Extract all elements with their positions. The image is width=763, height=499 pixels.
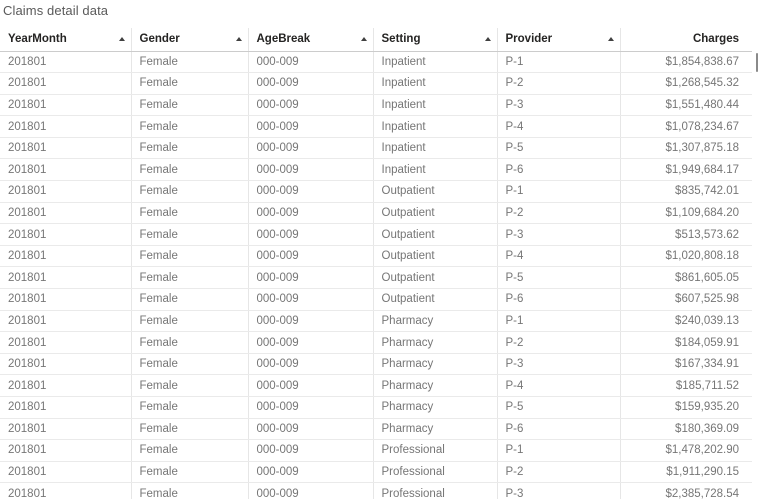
table-row[interactable] [0, 51, 752, 73]
cell-setting: Inpatient [373, 116, 497, 138]
column-header-inner [625, 28, 740, 51]
cell-charges: $1,109,684.20 [620, 202, 752, 224]
cell-gender: Female [131, 224, 248, 246]
column-header-inner [257, 28, 373, 51]
table-row[interactable] [0, 245, 752, 267]
cell-agebreak: 000-009 [248, 440, 373, 462]
cell-gender: Female [131, 137, 248, 159]
cell-provider: P-1 [497, 310, 620, 332]
cell-setting: Outpatient [373, 224, 497, 246]
cell-agebreak: 000-009 [248, 224, 373, 246]
cell-provider: P-4 [497, 245, 620, 267]
sort-ascending-icon[interactable] [608, 37, 614, 41]
table-row[interactable] [0, 224, 752, 246]
column-header-charges[interactable] [620, 28, 752, 51]
cell-charges: $607,525.98 [620, 289, 752, 311]
cell-setting: Pharmacy [373, 353, 497, 375]
cell-charges: $159,935.20 [620, 397, 752, 419]
cell-agebreak: 000-009 [248, 397, 373, 419]
page-title: Claims detail data [3, 3, 109, 18]
cell-agebreak: 000-009 [248, 289, 373, 311]
cell-provider: P-3 [497, 483, 620, 499]
cell-provider: P-6 [497, 418, 620, 440]
cell-setting: Outpatient [373, 202, 497, 224]
cell-gender: Female [131, 116, 248, 138]
cell-charges: $2,385,728.54 [620, 483, 752, 499]
cell-charges: $184,059.91 [620, 332, 752, 354]
cell-yearmonth: 201801 [0, 332, 131, 354]
cell-provider: P-4 [497, 116, 620, 138]
table-row[interactable] [0, 137, 752, 159]
cell-yearmonth: 201801 [0, 440, 131, 462]
cell-charges: $861,605.05 [620, 267, 752, 289]
column-header-label: Provider [505, 33, 553, 46]
column-header-inner [506, 28, 620, 51]
table-header-row [0, 28, 752, 51]
cell-gender: Female [131, 267, 248, 289]
cell-charges: $185,711.52 [620, 375, 752, 397]
cell-yearmonth: 201801 [0, 181, 131, 203]
cell-yearmonth: 201801 [0, 267, 131, 289]
cell-agebreak: 000-009 [248, 245, 373, 267]
cell-yearmonth: 201801 [0, 137, 131, 159]
cell-yearmonth: 201801 [0, 397, 131, 419]
cell-agebreak: 000-009 [248, 353, 373, 375]
cell-charges: $180,369.09 [620, 418, 752, 440]
cell-agebreak: 000-009 [248, 375, 373, 397]
cell-gender: Female [131, 202, 248, 224]
cell-provider: P-4 [497, 375, 620, 397]
cell-provider: P-2 [497, 202, 620, 224]
cell-charges: $167,334.91 [620, 353, 752, 375]
column-header-provider[interactable] [497, 28, 620, 51]
cell-setting: Pharmacy [373, 332, 497, 354]
cell-gender: Female [131, 418, 248, 440]
table-body [0, 51, 752, 499]
cell-provider: P-1 [497, 51, 620, 73]
cell-gender: Female [131, 159, 248, 181]
cell-gender: Female [131, 51, 248, 73]
cell-provider: P-3 [497, 94, 620, 116]
table-row[interactable] [0, 353, 752, 375]
cell-agebreak: 000-009 [248, 116, 373, 138]
cell-charges: $1,268,545.32 [620, 73, 752, 95]
cell-agebreak: 000-009 [248, 483, 373, 499]
table-row[interactable] [0, 267, 752, 289]
column-header-agebreak[interactable] [248, 28, 373, 51]
cell-yearmonth: 201801 [0, 202, 131, 224]
cell-yearmonth: 201801 [0, 245, 131, 267]
table-row[interactable] [0, 461, 752, 483]
sort-ascending-icon[interactable] [236, 37, 242, 41]
table-row[interactable] [0, 181, 752, 203]
sort-ascending-icon[interactable] [361, 37, 367, 41]
vertical-scrollbar[interactable] [752, 51, 763, 499]
cell-provider: P-2 [497, 461, 620, 483]
cell-provider: P-1 [497, 440, 620, 462]
column-header-inner [140, 28, 248, 51]
cell-setting: Outpatient [373, 289, 497, 311]
table-row[interactable] [0, 375, 752, 397]
column-header-label: Charges [692, 33, 739, 46]
cell-setting: Professional [373, 440, 497, 462]
table-row[interactable] [0, 310, 752, 332]
table-row[interactable] [0, 332, 752, 354]
sort-ascending-icon[interactable] [119, 37, 125, 41]
cell-gender: Female [131, 461, 248, 483]
cell-gender: Female [131, 483, 248, 499]
table-row[interactable] [0, 94, 752, 116]
column-header-label: YearMonth [8, 33, 67, 46]
cell-agebreak: 000-009 [248, 202, 373, 224]
cell-yearmonth: 201801 [0, 483, 131, 499]
cell-charges: $1,949,684.17 [620, 159, 752, 181]
cell-gender: Female [131, 397, 248, 419]
column-header-label: Gender [139, 33, 180, 46]
cell-setting: Pharmacy [373, 375, 497, 397]
cell-provider: P-5 [497, 397, 620, 419]
cell-provider: P-3 [497, 224, 620, 246]
cell-charges: $1,307,875.18 [620, 137, 752, 159]
cell-setting: Outpatient [373, 245, 497, 267]
column-header-inner [8, 28, 131, 51]
cell-gender: Female [131, 245, 248, 267]
cell-provider: P-5 [497, 137, 620, 159]
cell-yearmonth: 201801 [0, 224, 131, 246]
table-header [0, 28, 752, 51]
sort-ascending-icon[interactable] [485, 37, 491, 41]
cell-charges: $1,854,838.67 [620, 51, 752, 73]
cell-agebreak: 000-009 [248, 159, 373, 181]
table-row[interactable] [0, 202, 752, 224]
cell-charges: $513,573.62 [620, 224, 752, 246]
cell-agebreak: 000-009 [248, 73, 373, 95]
cell-agebreak: 000-009 [248, 137, 373, 159]
table-row[interactable] [0, 483, 752, 499]
cell-provider: P-5 [497, 267, 620, 289]
cell-agebreak: 000-009 [248, 51, 373, 73]
cell-yearmonth: 201801 [0, 289, 131, 311]
table-row[interactable] [0, 73, 752, 95]
cell-yearmonth: 201801 [0, 461, 131, 483]
cell-charges: $240,039.13 [620, 310, 752, 332]
cell-gender: Female [131, 289, 248, 311]
table-row[interactable] [0, 116, 752, 138]
cell-setting: Pharmacy [373, 310, 497, 332]
table-row[interactable] [0, 440, 752, 462]
cell-agebreak: 000-009 [248, 332, 373, 354]
cell-setting: Inpatient [373, 159, 497, 181]
cell-agebreak: 000-009 [248, 310, 373, 332]
cell-charges: $1,478,202.90 [620, 440, 752, 462]
column-header-label: Setting [381, 33, 421, 46]
cell-setting: Inpatient [373, 51, 497, 73]
cell-charges: $1,911,290.15 [620, 461, 752, 483]
cell-yearmonth: 201801 [0, 375, 131, 397]
column-header-gender[interactable] [131, 28, 248, 51]
table-row[interactable] [0, 159, 752, 181]
cell-yearmonth: 201801 [0, 116, 131, 138]
cell-agebreak: 000-009 [248, 267, 373, 289]
cell-setting: Outpatient [373, 181, 497, 203]
cell-gender: Female [131, 332, 248, 354]
table-row[interactable] [0, 289, 752, 311]
cell-yearmonth: 201801 [0, 51, 131, 73]
cell-charges: $1,078,234.67 [620, 116, 752, 138]
column-header-yearmonth[interactable] [0, 28, 131, 51]
cell-setting: Inpatient [373, 94, 497, 116]
cell-gender: Female [131, 181, 248, 203]
cell-setting: Professional [373, 483, 497, 499]
cell-gender: Female [131, 73, 248, 95]
column-header-inner [382, 28, 497, 51]
cell-gender: Female [131, 94, 248, 116]
column-header-setting[interactable] [373, 28, 497, 51]
claims-detail-table [0, 28, 752, 499]
cell-provider: P-2 [497, 73, 620, 95]
cell-yearmonth: 201801 [0, 73, 131, 95]
cell-gender: Female [131, 440, 248, 462]
cell-setting: Professional [373, 461, 497, 483]
cell-provider: P-3 [497, 353, 620, 375]
table-row[interactable] [0, 418, 752, 440]
cell-yearmonth: 201801 [0, 159, 131, 181]
cell-charges: $1,020,808.18 [620, 245, 752, 267]
cell-setting: Inpatient [373, 137, 497, 159]
cell-yearmonth: 201801 [0, 418, 131, 440]
cell-setting: Outpatient [373, 267, 497, 289]
cell-charges: $1,551,480.44 [620, 94, 752, 116]
cell-setting: Pharmacy [373, 397, 497, 419]
cell-agebreak: 000-009 [248, 94, 373, 116]
cell-agebreak: 000-009 [248, 181, 373, 203]
column-header-label: AgeBreak [256, 33, 311, 46]
cell-agebreak: 000-009 [248, 461, 373, 483]
cell-gender: Female [131, 310, 248, 332]
cell-yearmonth: 201801 [0, 94, 131, 116]
vertical-scrollbar-thumb[interactable] [756, 53, 758, 72]
cell-provider: P-6 [497, 159, 620, 181]
cell-gender: Female [131, 375, 248, 397]
cell-charges: $835,742.01 [620, 181, 752, 203]
cell-agebreak: 000-009 [248, 418, 373, 440]
table-row[interactable] [0, 397, 752, 419]
table-scroll-region[interactable] [0, 28, 763, 499]
cell-yearmonth: 201801 [0, 310, 131, 332]
cell-provider: P-1 [497, 181, 620, 203]
cell-yearmonth: 201801 [0, 353, 131, 375]
cell-setting: Inpatient [373, 73, 497, 95]
cell-gender: Female [131, 353, 248, 375]
cell-provider: P-6 [497, 289, 620, 311]
cell-provider: P-2 [497, 332, 620, 354]
cell-setting: Pharmacy [373, 418, 497, 440]
